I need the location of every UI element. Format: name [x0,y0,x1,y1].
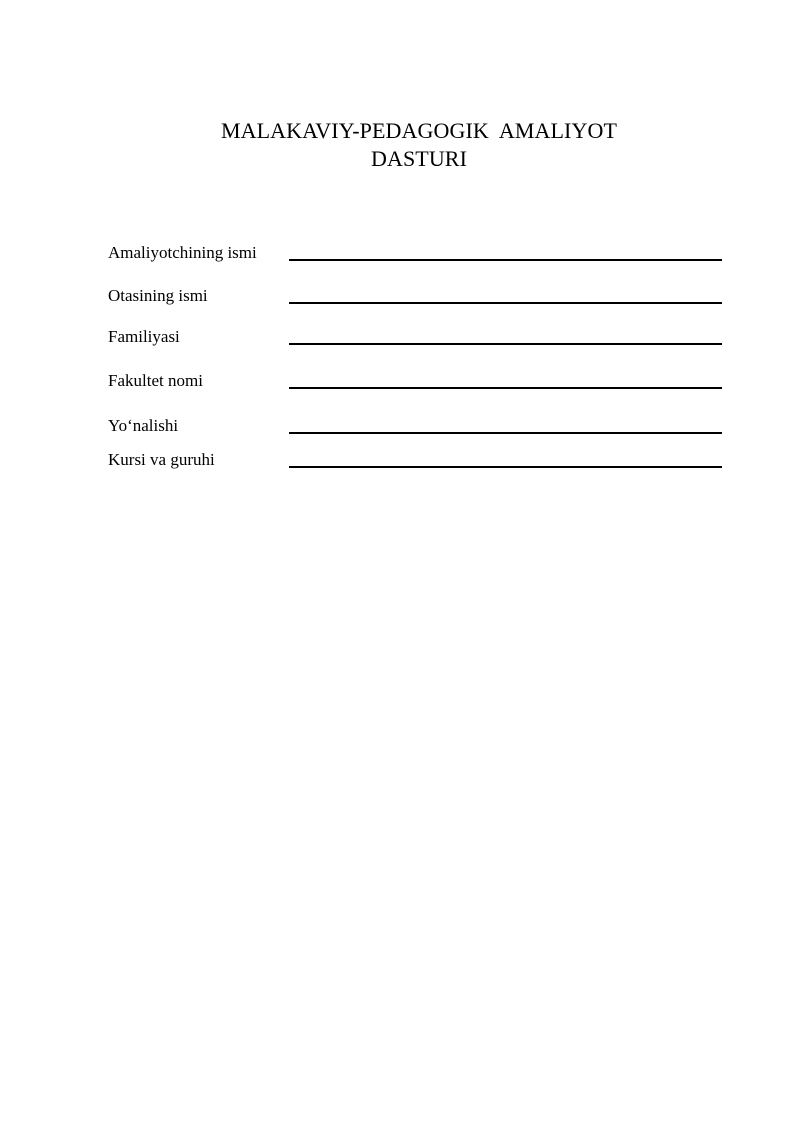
patronymic-field[interactable] [289,302,722,304]
direction-field[interactable] [289,432,722,434]
course-group-field[interactable] [289,466,722,468]
form-row-faculty [108,371,723,395]
field-label-first-name: Amaliyotchining ismi [108,243,257,262]
field-label-direction: Yo‘nalishi [108,416,179,435]
field-label-patronymic: Otasining ismi [108,286,208,305]
document-title [0,117,800,173]
form-row-patronymic [108,286,723,310]
form-row-course-group [108,450,723,474]
field-label-faculty: Fakultet nomi [108,371,203,390]
faculty-field[interactable] [289,387,722,389]
field-label-course-group: Kursi va guruhi [108,450,215,469]
title-line-1: MALAKAVIY-PEDAGOGIK AMALIYOT [220,118,618,143]
title-line-2: DASTURI [370,146,468,171]
surname-field[interactable] [289,343,722,345]
first-name-field[interactable] [289,259,722,261]
field-label-surname: Familiyasi [108,327,180,346]
form-row-first-name [108,243,723,267]
form-row-direction [108,416,723,440]
form-row-surname [108,327,723,351]
